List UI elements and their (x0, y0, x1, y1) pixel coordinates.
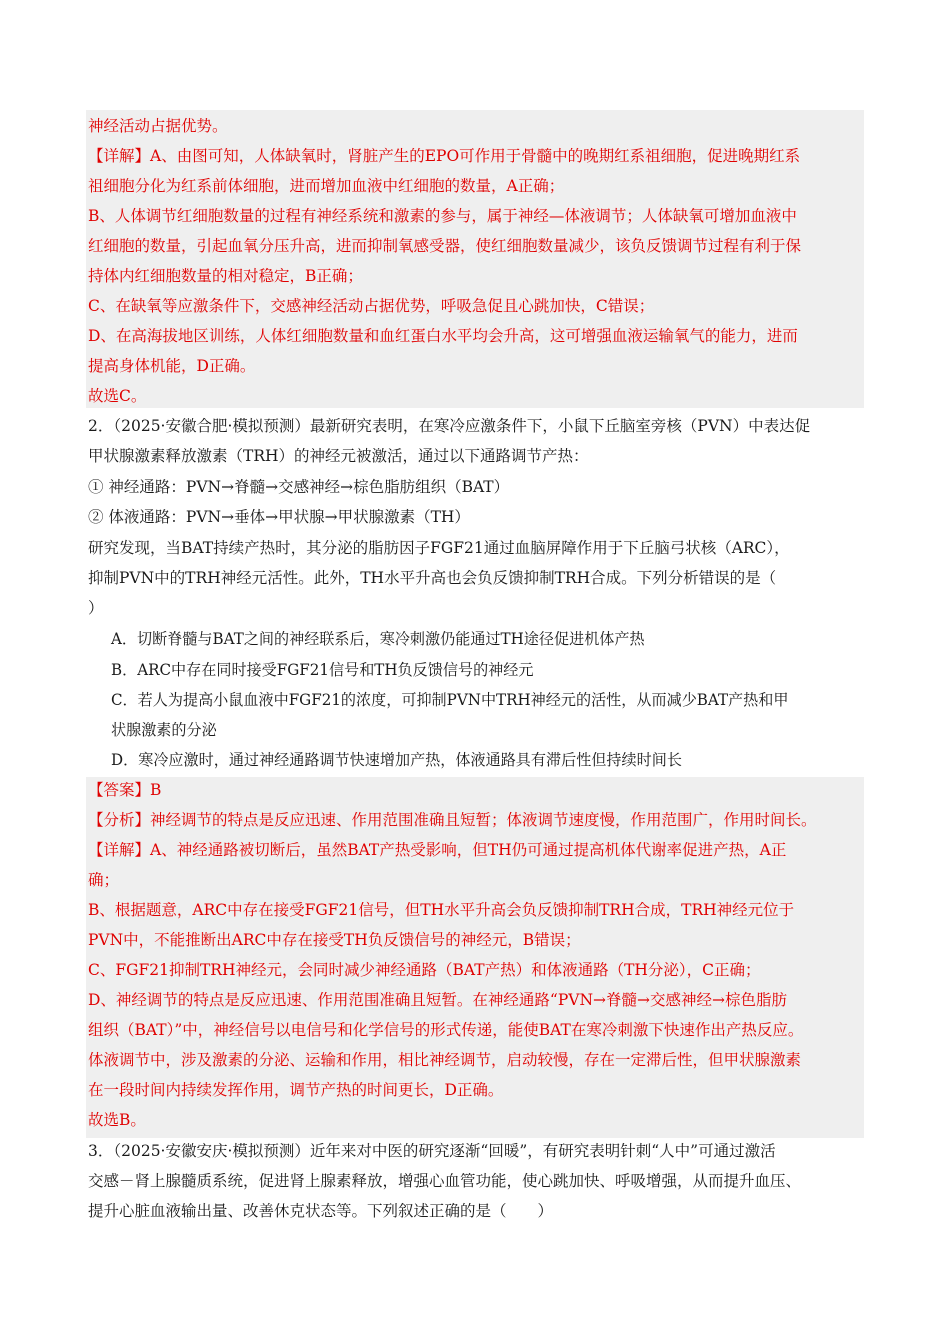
q2-analysis: 【分析】神经调节的特点是反应迅速、作用范围准确且短暂；体液调节速度慢，作用范围广，作用时间长。 (88, 811, 817, 829)
q3-stem-line: 3．（2025·安徽安庆·模拟预测）近年来对中医的研究逐渐“回暖”，有研究表明针刺“人中”可通过激活 (88, 1142, 776, 1160)
q1-explanation-line: D、在高海拔地区训练，人体红细胞数量和血红蛋白水平均会升高，这可增强血液运输氧气的能力，进而 (88, 327, 798, 345)
q2-option-c: C．若人为提高小鼠血液中FGF21的浓度，可抑制PVN中TRH神经元的活性，从而减少BAT产热和甲 (111, 691, 789, 709)
q1-explanation-line: 【详解】A、由图可知，人体缺氧时，肾脏产生的EPO可作用于骨髓中的晚期红系祖细胞，促进晚期红系 (88, 147, 801, 165)
q1-explanation-line: C、在缺氧等应激条件下，交感神经活动占据优势，呼吸急促且心跳加快，C错误； (88, 297, 655, 315)
q2-explanation-line: C、FGF21抑制TRH神经元，会同时减少神经通路（BAT产热）和体液通路（TH分泌），C正确； (88, 961, 761, 979)
q2-answer: 【答案】B (88, 781, 162, 799)
q2-explanation-line: PVN中，不能推断出ARC中存在接受TH负反馈信号的神经元，B错误； (88, 931, 581, 949)
q2-stem-line: 研究发现，当BAT持续产热时，其分泌的脂肪因子FGF21通过血脑屏障作用于下丘脑弓状核（ARC）， (88, 539, 790, 557)
q1-conclusion: 故选C。 (88, 387, 147, 405)
q2-pathway-neural: ① 神经通路：PVN→脊髓→交感神经→棕色脂肪组织（BAT） (88, 478, 510, 496)
q2-option-b: B．ARC中存在同时接受FGF21信号和TH负反馈信号的神经元 (111, 661, 534, 679)
q2-option-d: D．寒冷应激时，通过神经通路调节快速增加产热，体液通路具有滞后性但持续时间长 (111, 751, 682, 769)
q2-explanation-line: 确； (88, 871, 120, 889)
q2-explanation-line: D、神经调节的特点是反应迅速、作用范围准确且短暂。在神经通路“PVN→脊髓→交感神经→棕色脂肪 (88, 991, 788, 1009)
q1-explanation-line: 神经活动占据优势。 (88, 117, 228, 135)
q3-stem-line: 交感－肾上腺髓质系统，促进肾上腺素释放，增强心血管功能，使心跳加快、呼吸增强，从而提升血压、 (88, 1172, 802, 1190)
q1-explanation-line: B、人体调节红细胞数量的过程有神经系统和激素的参与，属于神经—体液调节；人体缺氧可增加血液中 (88, 207, 797, 225)
q2-explanation-line: 【详解】A、神经通路被切断后，虽然BAT产热受影响，但TH仍可通过提高机体代谢率促进产热，A正 (88, 841, 787, 859)
q2-option-c-cont: 状腺激素的分泌 (111, 721, 217, 739)
q3-stem-line: 提升心脏血液输出量、改善休克状态等。下列叙述正确的是（ ） (88, 1202, 554, 1220)
q2-stem-line: ） (88, 599, 104, 617)
q2-explanation-line: 组织（BAT）”中，神经信号以电信号和化学信号的形式传递，能使BAT在寒冷刺激下快速作出产热反应。 (88, 1021, 804, 1039)
q2-conclusion: 故选B。 (88, 1111, 146, 1129)
q1-explanation-line: 持体内红细胞数量的相对稳定，B正确； (88, 267, 363, 285)
q2-explanation-line: 在一段时间内持续发挥作用，调节产热的时间更长，D正确。 (88, 1081, 504, 1099)
q2-stem-line: 抑制PVN中的TRH神经元活性。此外，TH水平升高也会负反馈抑制TRH合成。下列分析错误的是（ (88, 569, 777, 587)
q2-explanation-line: B、根据题意，ARC中存在接受FGF21信号，但TH水平升高会负反馈抑制TRH合成，TRH神经元位于 (88, 901, 795, 919)
q2-pathway-humoral: ② 体液通路：PVN→垂体→甲状腺→甲状腺激素（TH） (88, 508, 470, 526)
q2-explanation-line: 体液调节中，涉及激素的分泌、运输和作用，相比神经调节，启动较慢，存在一定滞后性，但甲状腺激素 (88, 1051, 802, 1069)
q1-explanation-line: 祖细胞分化为红系前体细胞，进而增加血液中红细胞的数量，A正确； (88, 177, 565, 195)
q2-stem-line: 2．（2025·安徽合肥·模拟预测）最新研究表明，在寒冷应激条件下，小鼠下丘脑室旁核（PVN）中表达促 (88, 417, 811, 435)
q2-option-a: A．切断脊髓与BAT之间的神经联系后，寒冷刺激仍能通过TH途径促进机体产热 (111, 630, 645, 648)
q2-stem-line: 甲状腺激素释放激素（TRH）的神经元被激活，通过以下通路调节产热： (88, 447, 589, 465)
q1-explanation-line: 红细胞的数量，引起血氧分压升高，进而抑制氧感受器，使红细胞数量减少，该负反馈调节过程有利于保 (88, 237, 802, 255)
q1-explanation-line: 提高身体机能，D正确。 (88, 357, 256, 375)
